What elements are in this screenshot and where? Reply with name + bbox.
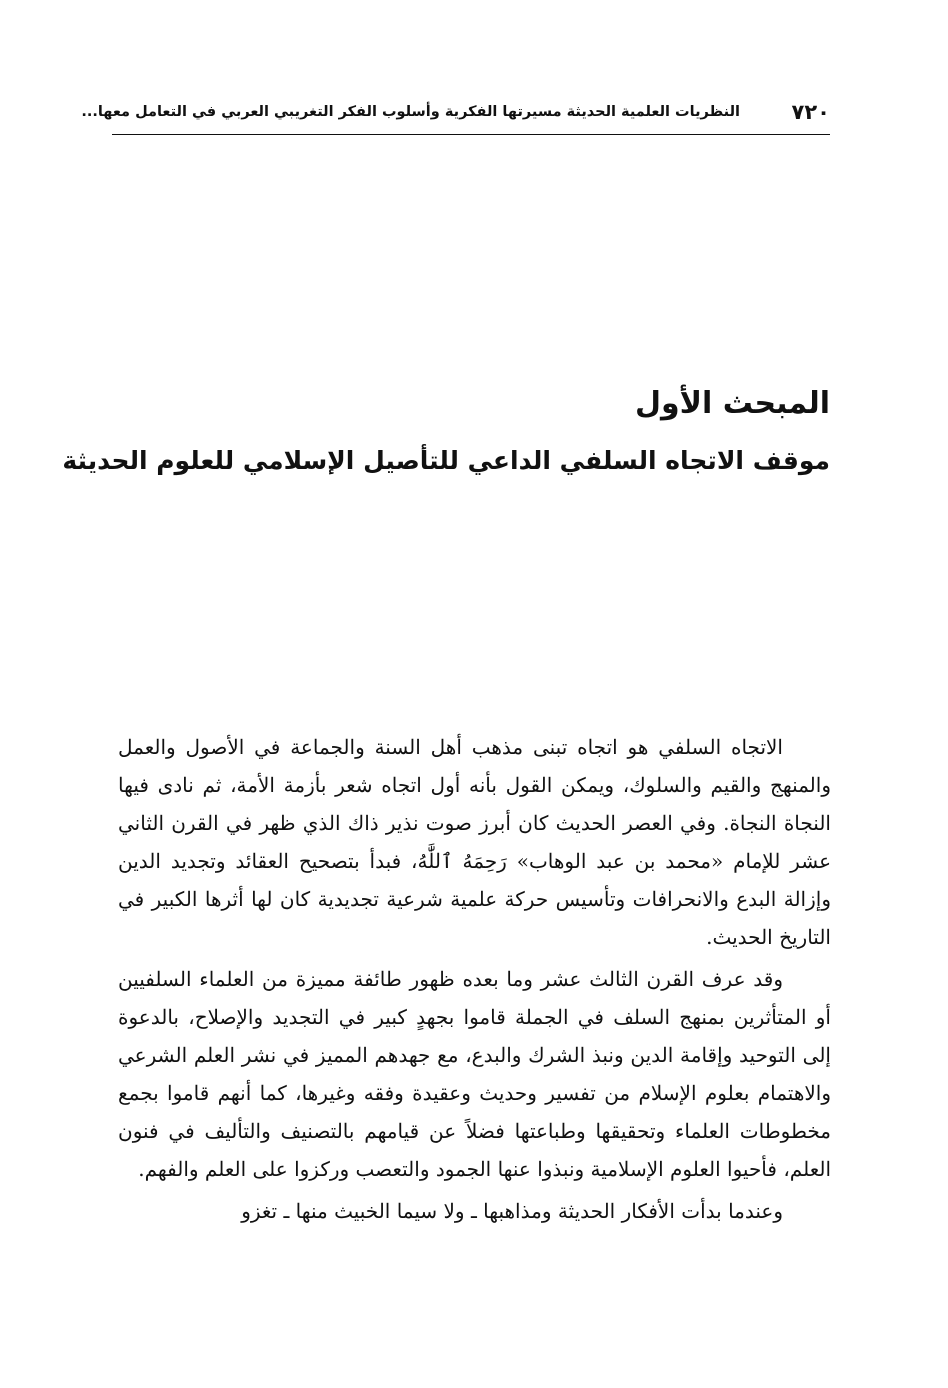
running-header xyxy=(81,98,830,135)
section-subtitle: موقف الاتجاه السلفي الداعي للتأصيل الإسلامي للعلوم الحديثة xyxy=(62,446,830,475)
running-header-title: النظريات العلمية الحديثة مسيرتها الفكرية وأسلوب الفكر التغريبي العربي في التعامل معها... xyxy=(81,104,740,120)
page-number: ٧٢٠ xyxy=(791,100,830,124)
paragraph-1: الاتجاه السلفي هو اتجاه تبنى مذهب أهل السنة والجماعة في الأصول والعمل والمنهج والقيم والسلوك، ويمكن القول بأنه أول اتجاه شعر بأزمة الأمة، ثم نادى فيها النجاة النجاة. وفي العصر الحديث كان أبرز صوت نذير ذاك الذي ظهر في القرن الثاني عشر للإمام «محمد بن عبد الوهاب» رَحِمَهُ ٱللَّٰهُ، فبدأ بتصحيح العقائد وتجديد الدين وإزالة البدع والانحرافات وتأسيس حركة علمية شرعية تجديدية كان لها أثرها الكبير في التاريخ الحديث. xyxy=(118,735,831,949)
paragraph-2: وقد عرف القرن الثالث عشر وما بعده ظهور طائفة مميزة من العلماء السلفيين أو المتأثرين بمنهج السلف في الجملة قاموا بجهدٍ كبير في التجديد والإصلاح، بالدعوة إلى التوحيد وإقامة الدين ونبذ الشرك والبدع، مع جهدهم المميز في نشر العلم الشرعي والاهتمام بعلوم الإسلام من تفسير وحديث وعقيدة وفقه وغيرها، كما أنهم قاموا بجمع مخطوطات العلماء وتحقيقها وطباعتها فضلاً عن قيامهم بالتصنيف والتأليف في فنون العلم، فأحيوا العلوم الإسلامية ونبذوا عنها الجمود والتعصب وركزوا على العلم والفهم. xyxy=(118,967,831,1181)
body-text xyxy=(118,728,831,1234)
paragraph-3: وعندما بدأت الأفكار الحديثة ومذاهبها ـ ولا سيما الخبيث منها ـ تغزو xyxy=(241,1199,783,1223)
section-heading: المبحث الأول xyxy=(634,386,830,421)
